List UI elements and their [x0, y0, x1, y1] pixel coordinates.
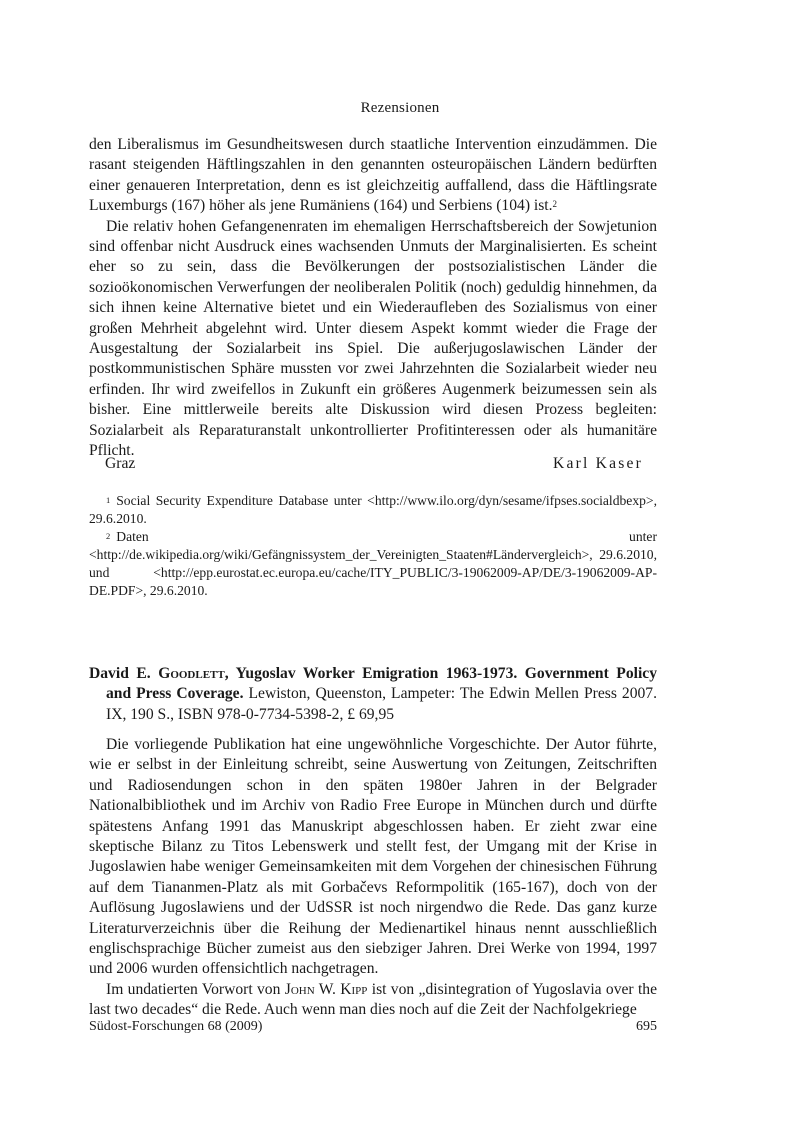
footnote	[89, 528, 657, 600]
footnote-mark: 2	[106, 531, 111, 541]
signature-author: Karl Kaser	[553, 455, 643, 472]
paragraph-text: Im undatierten Vorwort von	[106, 980, 281, 998]
review-body	[89, 735, 657, 1021]
paragraph	[89, 980, 657, 1021]
signature-place: Graz	[105, 455, 136, 472]
footnote-text: Social Security Expenditure Database unter <http://www.ilo.org/dyn/sesame/ifpses.socialdbexp>, 29.6.2010.	[89, 493, 657, 526]
paragraph-text: ist von „disintegration of Yugoslavia over the last two decades“ die Rede. Auch wenn man dies noch auf die Zeit der Nachfolgekriege	[89, 980, 658, 1019]
review-author-last: Goodlett	[158, 665, 225, 682]
review-publication-info: Lewiston, Queenston, Lampeter: The Edwin Mellen Press 2007. IX, 190 S., ISBN 978-0-7734-5398-2, £ 69,95	[106, 685, 657, 723]
review-book-title: Yugoslav Worker Emigration 1963-1973. Government Policy and Press Coverage.	[106, 665, 658, 703]
running-head: Rezensionen	[360, 100, 440, 116]
journal-citation: Südost-Forschungen 68 (2009)	[89, 1019, 263, 1034]
review-heading: David E. Goodlett, Yugoslav Worker Emigration 1963-1973. Government Policy and Press Coverage. Lewiston, Queenston, Lampeter: The Edwin Mellen Press 2007. IX, 190 S., ISBN 978-0-7734-5398-2, £ 69,95	[89, 665, 658, 723]
previous-review-body	[89, 135, 657, 462]
review-signature	[105, 455, 643, 473]
paragraph: Die relativ hohen Gefangenenraten im ehemaligen Herrschaftsbereich der Sowjetunion sind offenbar nicht Ausdruck eines wachsenden Unmuts der Marginalisierten. Es scheint eher so zu sein, dass die Bevölkerungen der postsozialistischen Länder die sozioökonomischen Verwerfungen der neoliberalen Politik (noch) geduldig hinnehmen, da sich ihnen keine Alternative bietet und ein Wiederaufleben des Sozialismus von einer großen Mehrheit abgelehnt wird. Unter diesem Aspekt kommt wieder die Frage der Ausgestaltung der Sozialarbeit ins Spiel. Die außerjugoslawischen Länder der postkommunistischen Sphäre mussten vor zwei Jahrzehnten die Sozialarbeit wieder neu erfinden. Ihr wird zweifellos in Zukunft ein größeres Augenmerk beizumessen sein als bisher. Eine mittlerweile bereits alte Diskussion wird diesen Prozess begleiten: Sozialarbeit als Reparaturanstalt unkontrollierter Profitinteressen oder als humanitäre Pflicht.	[89, 217, 657, 460]
paragraph-text: den Liberalismus im Gesundheitswesen durch staatliche Intervention einzudämmen. Die rasant steigenden Häftlingszahlen in den genannten osteuropäischen Ländern bedürften einer genaueren Interpretation, denn es ist gleichzeitig auffallend, dass die Häftlingsrate Luxemburgs (167) höher als jene Rumäniens (164) und Serbiens (104) ist.	[89, 136, 657, 215]
paragraph: Die vorliegende Publikation hat eine ungewöhnliche Vorgeschichte. Der Autor führte, wie er selbst in der Einleitung schreibt, seine Auswertung von Zeitungen, Zeitschriften und Radiosendungen schon in den späten 1980er Jahren in der Belgrader Nationalbibliothek und im Archiv von Radio Free Europe in München durch und dürfte spätestens Anfang 1991 das Manuskript abgeschlossen haben. Er zieht zwar eine skeptische Bilanz zu Titos Lebenswerk und stellt fest, der Umgang mit der Krise in Jugoslawien habe weniger Gemeinsamkeiten mit dem Vorgehen der chinesischen Führung auf dem Tiananmen-Platz als mit Gorbačevs Reformpolitik (165-167), doch von der Auflösung Jugoslawiens und der UdSSR ist noch nirgendwo die Rede. Das ganz kurze Literaturverzeichnis über die Reihung der Medienartikel hinaus nennt ausschließlich englischsprachige Bücher zumeist aus den siebziger Jahren. Drei Werke von 1994, 1997 und 2006 wurden offensichtlich nachgetragen.	[89, 736, 657, 978]
person-name: John W. Kipp	[284, 980, 368, 998]
page-number: 695	[636, 1019, 657, 1034]
page-footer	[89, 1019, 657, 1035]
footnotes	[89, 492, 657, 600]
footnote	[89, 492, 657, 528]
review-author-first: David E.	[89, 665, 151, 682]
footnote-reference: 2	[552, 199, 558, 210]
footnote-mark: 1	[106, 495, 111, 505]
footnote-text: Daten unter <http://de.wikipedia.org/wiki/Gefängnissystem_der_Vereinigten_Staaten#Ländervergleich>, 29.6.2010, und <http://epp.eurostat.ec.europa.eu/cache/ITY_PUBLIC/3-19062009-AP/DE/3-19062009-AP-DE.PDF>, 29.6.2010.	[89, 529, 657, 598]
paragraph	[89, 135, 657, 217]
